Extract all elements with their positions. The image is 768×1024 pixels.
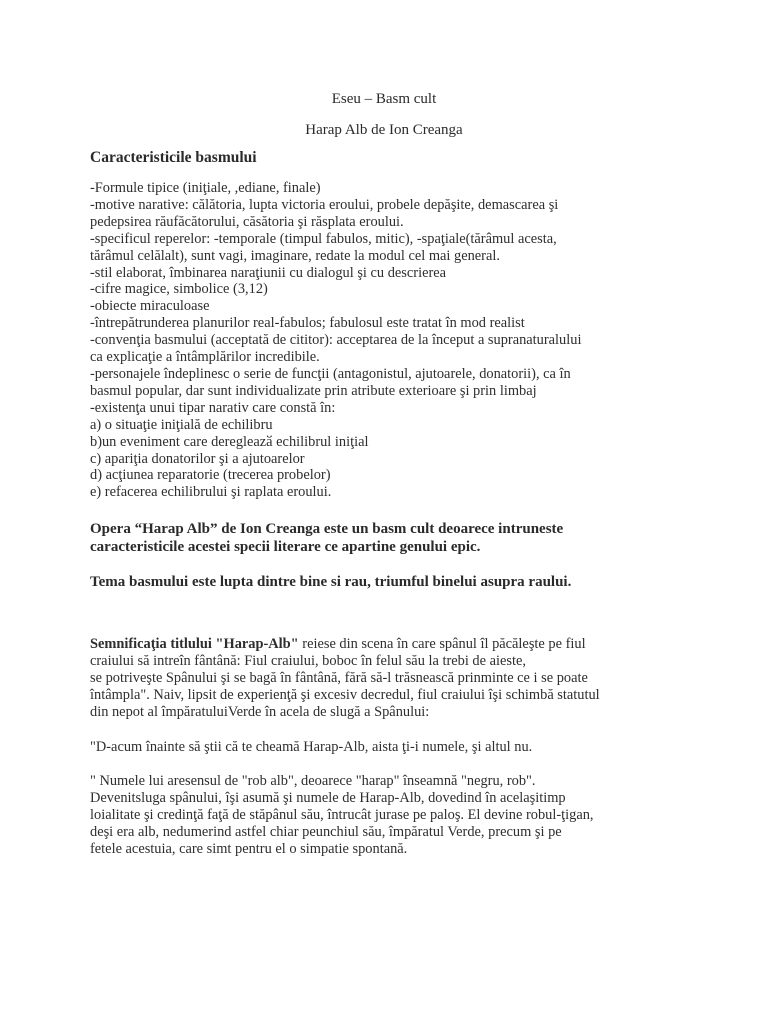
list-line: basmul popular, dar sunt individualizate prin atribute exterioare şi prin limbaj: [90, 382, 537, 399]
list-line: -obiecte miraculoase: [90, 298, 210, 315]
list-line: -existenţa unui tipar narativ care constă în:: [90, 399, 336, 416]
list-line: d) acţiunea reparatorie (trecerea probelor): [90, 467, 331, 484]
paragraph-text: reiese din scena în care spânul îl păcăleşte pe fiul: [302, 636, 586, 652]
paragraph-first-line: [90, 636, 710, 653]
list-line: -Formule tipice (iniţiale, ,ediane, finale): [90, 180, 321, 196]
paragraph-line: fetele acestuia, care simt pentru el o simpatie spontană.: [90, 841, 408, 857]
list-line: pedepsirea răufăcătorului, căsătoria şi răsplata eroului.: [90, 213, 404, 230]
list-line: ca explicaţie a întâmplărilor incredibile.: [90, 349, 320, 366]
paragraph-line: " Numele lui aresensul de "rob alb", deoarece "harap" înseamnă "negru, rob".: [90, 773, 536, 789]
quote-line: "D-acum înainte să ştii că te cheamă Harap-Alb, aista ţi-i numele, şi altul nu.: [90, 739, 533, 755]
thesis-paragraph: [90, 520, 710, 556]
theme-line: Tema basmului este lupta dintre bine si rau, triumful binelui asupra raului.: [90, 574, 572, 590]
title-meaning-paragraph: [90, 636, 710, 721]
document-title: Eseu – Basm cult: [331, 91, 437, 107]
list-line: -personajele îndeplinesc o serie de funcţii (antagonistul, ajutoarele, donatorii), ca în: [90, 365, 571, 382]
paragraph-line: Devenitsluga spânului, îşi asumă şi numele de Harap-Alb, dovedind în acelaşitimp: [90, 790, 566, 806]
list-line: -specificul reperelor: -temporale (timpul fabulos, mitic), -spaţiale(tărâmul acesta,: [90, 230, 557, 247]
paragraph-line: întâmpla". Naiv, lipsit de experienţă şi excesiv decredul, fiul craiului îşi schimbă statutul: [90, 687, 600, 703]
section-heading: Caracteristicile basmului: [90, 149, 257, 166]
list-line: -întrepătrunderea planurilor real-fabulos; fabulosul este tratat în mod realist: [90, 315, 525, 332]
paragraph-line: din nepot al împăratuluiVerde în acela de slugă a Spânului:: [90, 704, 430, 720]
name-meaning-paragraph: [90, 773, 710, 858]
list-line: e) refacerea echilibrului şi raplata eroului.: [90, 484, 332, 501]
paragraph-line: loialitate şi credinţă faţă de stăpânul său, întrucât jurase pe paloş. El devine robul-ţigan,: [90, 807, 594, 823]
document-subtitle: Harap Alb de Ion Creanga: [305, 122, 463, 138]
theme-paragraph: [90, 573, 710, 591]
title-meaning-label: Semnificaţia titlului "Harap-Alb": [90, 636, 299, 652]
list-line: -convenţia basmului (acceptată de cititor): acceptarea de la început a supranaturalului: [90, 332, 582, 349]
list-line: -stil elaborat, îmbinarea naraţiunii cu dialogul şi cu descrierea: [90, 264, 447, 281]
paragraph-line: craiului să intreîn fântână: Fiul craiului, boboc în felul său la trebi de aieste,: [90, 653, 526, 669]
quote-paragraph: [90, 739, 710, 756]
list-line: -motive narative: călătoria, lupta victoria eroului, probele depăşite, demascarea şi: [90, 196, 559, 213]
list-line: b)un eveniment care deregleazӑ echilibrul iniţial: [90, 433, 369, 450]
list-line: c) apariţia donatorilor şi a ajutoarelor: [90, 450, 305, 467]
paragraph-line: se potriveşte Spânului şi se bagă în fântână, fără să-l trăsnească prinminte ce i se poate: [90, 670, 588, 686]
characteristics-list: [90, 180, 690, 501]
list-line: a) o situaţie iniţială de echilibru: [90, 416, 273, 433]
thesis-line: Opera “Harap Alb” de Ion Creanga este un basm cult deoarece intruneste: [90, 521, 564, 537]
paragraph-line: deşi era alb, nedumerind astfel chiar peunchiul său, împăratul Verde, precum şi pe: [90, 824, 562, 840]
thesis-line: caracteristicile acestei specii literare ce apartine genului epic.: [90, 539, 481, 555]
list-line: tărâmul celălalt), sunt vagi, imaginare, redate la modul cel mai general.: [90, 247, 500, 264]
list-line: -cifre magice, simbolice (3,12): [90, 281, 268, 298]
